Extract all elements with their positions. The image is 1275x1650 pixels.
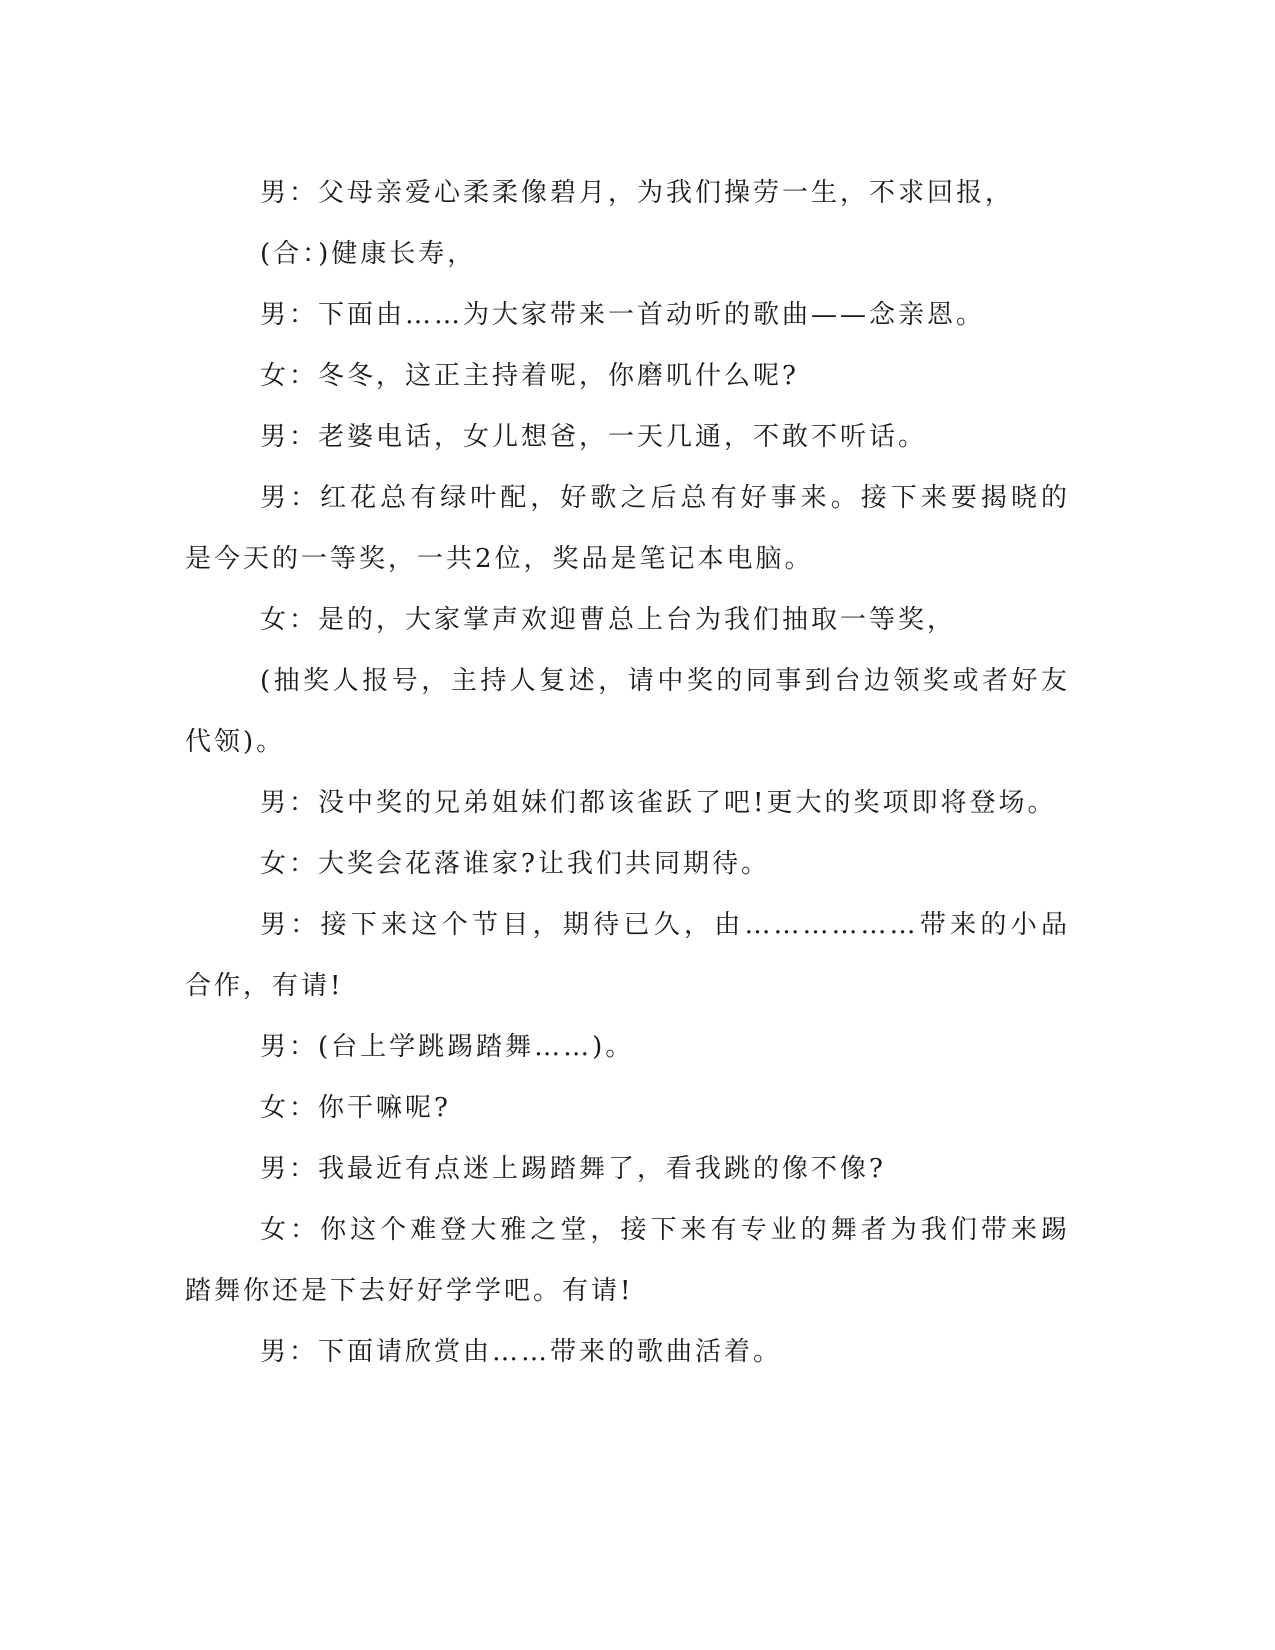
paragraph-5: 男：老婆电话，女儿想爸，一天几通，不敢不听话。 xyxy=(260,422,928,452)
document-body xyxy=(185,163,1070,1383)
paragraph-12: 男：(台上学跳踢踏舞……)。 xyxy=(260,1032,635,1062)
paragraph-7: 女：是的，大家掌声欢迎曹总上台为我们抽取一等奖， xyxy=(260,605,957,635)
paragraph-9: 男：没中奖的兄弟姐妹们都该雀跃了吧!更大的奖项即将登场。 xyxy=(260,788,1057,818)
paragraph-13: 女：你干嘛呢? xyxy=(260,1093,451,1123)
paragraph-10: 女：大奖会花落谁家?让我们共同期待。 xyxy=(260,849,770,879)
paragraph-4: 女：冬冬，这正主持着呢，你磨叽什么呢? xyxy=(260,361,799,391)
paragraph-16: 男：下面请欣赏由……带来的歌曲活着。 xyxy=(260,1337,783,1367)
paragraph-3: 男：下面由……为大家带来一首动听的歌曲——念亲恩。 xyxy=(260,300,986,330)
paragraph-6: 男：红花总有绿叶配，好歌之后总有好事来。接下来要揭晓的是今天的一等奖，一共2位，奖品是笔记本电脑。 xyxy=(185,483,1070,574)
paragraph-14: 男：我最近有点迷上踢踏舞了，看我跳的像不像? xyxy=(260,1154,886,1184)
paragraph-11: 男：接下来这个节目，期待已久，由………………带来的小品合作，有请! xyxy=(185,910,1070,1001)
paragraph-15: 女：你这个难登大雅之堂，接下来有专业的舞者为我们带来踢踏舞你还是下去好好学学吧。有请! xyxy=(185,1215,1070,1306)
paragraph-8: (抽奖人报号，主持人复述，请中奖的同事到台边领奖或者好友代领)。 xyxy=(185,666,1070,757)
paragraph-1: 男：父母亲爱心柔柔像碧月，为我们操劳一生，不求回报， xyxy=(260,178,1015,208)
paragraph-2: (合：)健康长寿， xyxy=(260,239,477,269)
